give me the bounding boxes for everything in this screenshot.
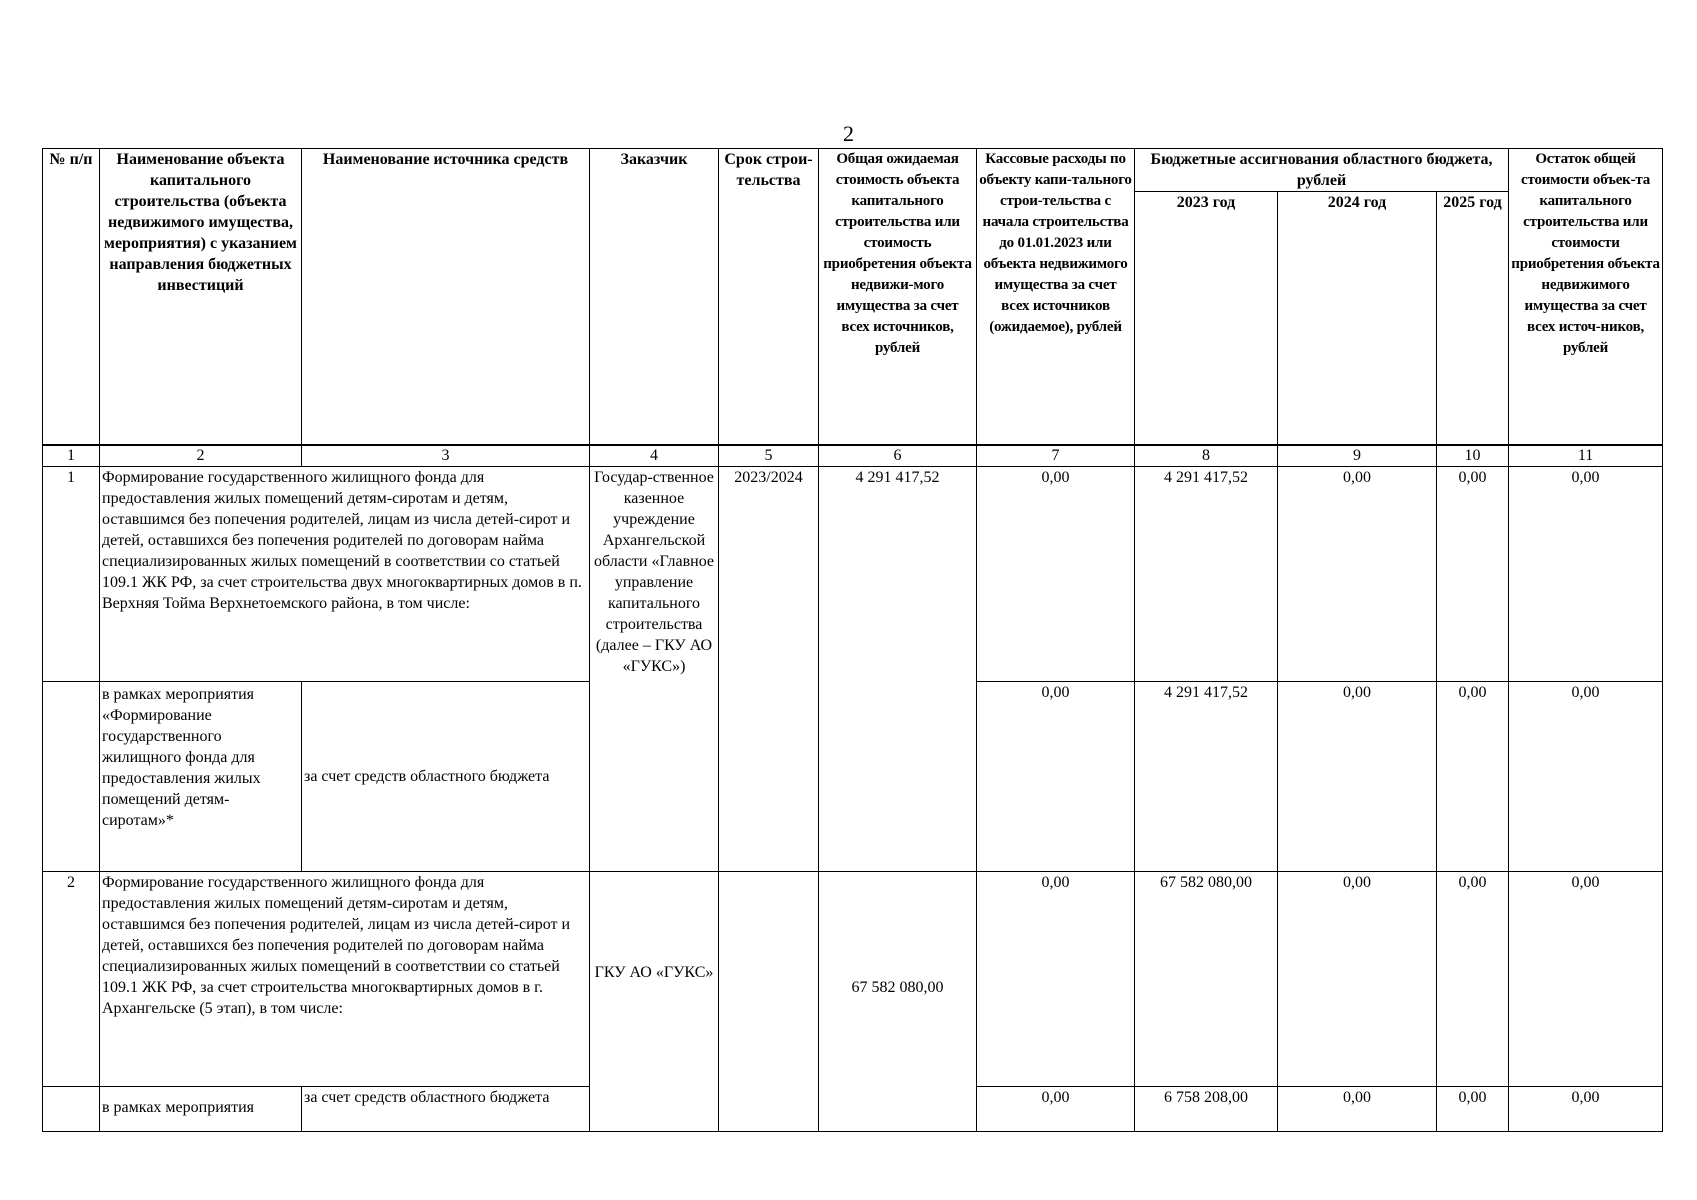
budget-2023: 67 582 080,00 bbox=[1135, 872, 1278, 1087]
total-cost: 4 291 417,52 bbox=[819, 467, 977, 872]
construction-term: 2023/2024 bbox=[719, 467, 819, 872]
cash-expenses: 0,00 bbox=[977, 872, 1135, 1087]
header-customer: Заказчик bbox=[590, 149, 719, 445]
header-object-name: Наименование объекта капитального строительства (объекта недвижимого имущества, мероприятия) с указанием направления бюджетных инвестиций bbox=[100, 149, 302, 445]
construction-term bbox=[719, 872, 819, 1132]
header-cash-expenses: Кассовые расходы по объекту капи-тального строи-тельства с начала строительства до 01.01.2023 или объекта недвижимого имущества за счет всех источников (ожидаемое), рублей bbox=[977, 149, 1135, 445]
budget-2025: 0,00 bbox=[1437, 467, 1509, 682]
row-number: 2 bbox=[43, 872, 100, 1087]
budget-investments-table bbox=[42, 148, 1663, 1132]
page-number: 2 bbox=[843, 121, 854, 146]
header-budget-group: Бюджетные ассигнования областного бюджета, рублей bbox=[1135, 149, 1509, 192]
total-cost: 67 582 080,00 bbox=[819, 872, 977, 1132]
budget-2024: 0,00 bbox=[1278, 872, 1437, 1087]
customer: Государ-ственное казенное учреждение Архангельской области «Главное управление капитального строительства (далее – ГКУ АО «ГУКС») bbox=[590, 467, 719, 872]
object-name: Формирование государственного жилищного фонда для предоставления жилых помещений детям-сиротам и детям, оставшимся без попечения родителей, лицам из числа детей-сирот и детей, оставшихся без попечения родителей по договорам найма специализированных жилых помещений в соответствии со статьей 109.1 ЖК РФ, за счет строительства многоквартирных домов в г. Архангельске (5 этап), в том числе: bbox=[100, 872, 590, 1087]
header-year-2023: 2023 год bbox=[1135, 192, 1278, 445]
header-term: Срок строи-тельства bbox=[719, 149, 819, 445]
header-year-2025: 2025 год bbox=[1437, 192, 1509, 445]
column-number: 5 bbox=[719, 445, 819, 467]
header-remainder: Остаток общей стоимости объек-та капитального строительства или стоимости приобретения объекта недвижимого имущества за счет всех источ-ников, рублей bbox=[1509, 149, 1663, 445]
object-name: Формирование государственного жилищного фонда для предоставления жилых помещений детям-сиротам и детям, оставшимся без попечения родителей, лицам из числа детей-сирот и детей, оставшихся без попечения родителей по договорам найма специализированных жилых помещений в соответствии со статьей 109.1 ЖК РФ, за счет строительства двух многоквартирных домов в п. Верхняя Тойма Верхнетоемского района, в том числе: bbox=[100, 467, 590, 682]
header-num: № п/п bbox=[43, 149, 100, 445]
column-number: 7 bbox=[977, 445, 1135, 467]
remainder: 0,00 bbox=[1509, 682, 1663, 872]
row-number-empty bbox=[43, 682, 100, 872]
cash-expenses: 0,00 bbox=[977, 1087, 1135, 1132]
budget-2024: 0,00 bbox=[1278, 1087, 1437, 1132]
column-number: 6 bbox=[819, 445, 977, 467]
budget-2025: 0,00 bbox=[1437, 682, 1509, 872]
sub-object-name: в рамках мероприятия bbox=[100, 1087, 302, 1132]
remainder: 0,00 bbox=[1509, 872, 1663, 1087]
table-row bbox=[43, 872, 1663, 1087]
budget-2025: 0,00 bbox=[1437, 872, 1509, 1087]
budget-2025: 0,00 bbox=[1437, 1087, 1509, 1132]
column-number: 8 bbox=[1135, 445, 1278, 467]
cash-expenses: 0,00 bbox=[977, 467, 1135, 682]
row-number: 1 bbox=[43, 467, 100, 682]
column-number: 3 bbox=[302, 445, 590, 467]
customer: ГКУ АО «ГУКС» bbox=[590, 872, 719, 1132]
funding-source: за счет средств областного бюджета bbox=[302, 682, 590, 872]
row-number-empty bbox=[43, 1087, 100, 1132]
budget-2024: 0,00 bbox=[1278, 682, 1437, 872]
header-year-2024: 2024 год bbox=[1278, 192, 1437, 445]
sub-object-name: в рамках мероприятия «Формирование государственного жилищного фонда для предоставления жилых помещений детям-сиротам»* bbox=[100, 682, 302, 872]
column-number: 4 bbox=[590, 445, 719, 467]
column-number: 11 bbox=[1509, 445, 1663, 467]
header-source: Наименование источника средств bbox=[302, 149, 590, 445]
cash-expenses: 0,00 bbox=[977, 682, 1135, 872]
header-row-1 bbox=[43, 149, 1663, 192]
remainder: 0,00 bbox=[1509, 1087, 1663, 1132]
funding-source: за счет средств областного бюджета bbox=[302, 1087, 590, 1132]
table-row bbox=[43, 467, 1663, 682]
budget-2023: 4 291 417,52 bbox=[1135, 467, 1278, 682]
column-numbers-row bbox=[43, 445, 1663, 467]
budget-2023: 4 291 417,52 bbox=[1135, 682, 1278, 872]
column-number: 2 bbox=[100, 445, 302, 467]
column-number: 10 bbox=[1437, 445, 1509, 467]
budget-2023: 6 758 208,00 bbox=[1135, 1087, 1278, 1132]
header-total-cost: Общая ожидаемая стоимость объекта капитального строительства или стоимость приобретения объекта недвижи-мого имущества за счет всех источников, рублей bbox=[819, 149, 977, 445]
remainder: 0,00 bbox=[1509, 467, 1663, 682]
column-number: 9 bbox=[1278, 445, 1437, 467]
column-number: 1 bbox=[43, 445, 100, 467]
budget-2024: 0,00 bbox=[1278, 467, 1437, 682]
